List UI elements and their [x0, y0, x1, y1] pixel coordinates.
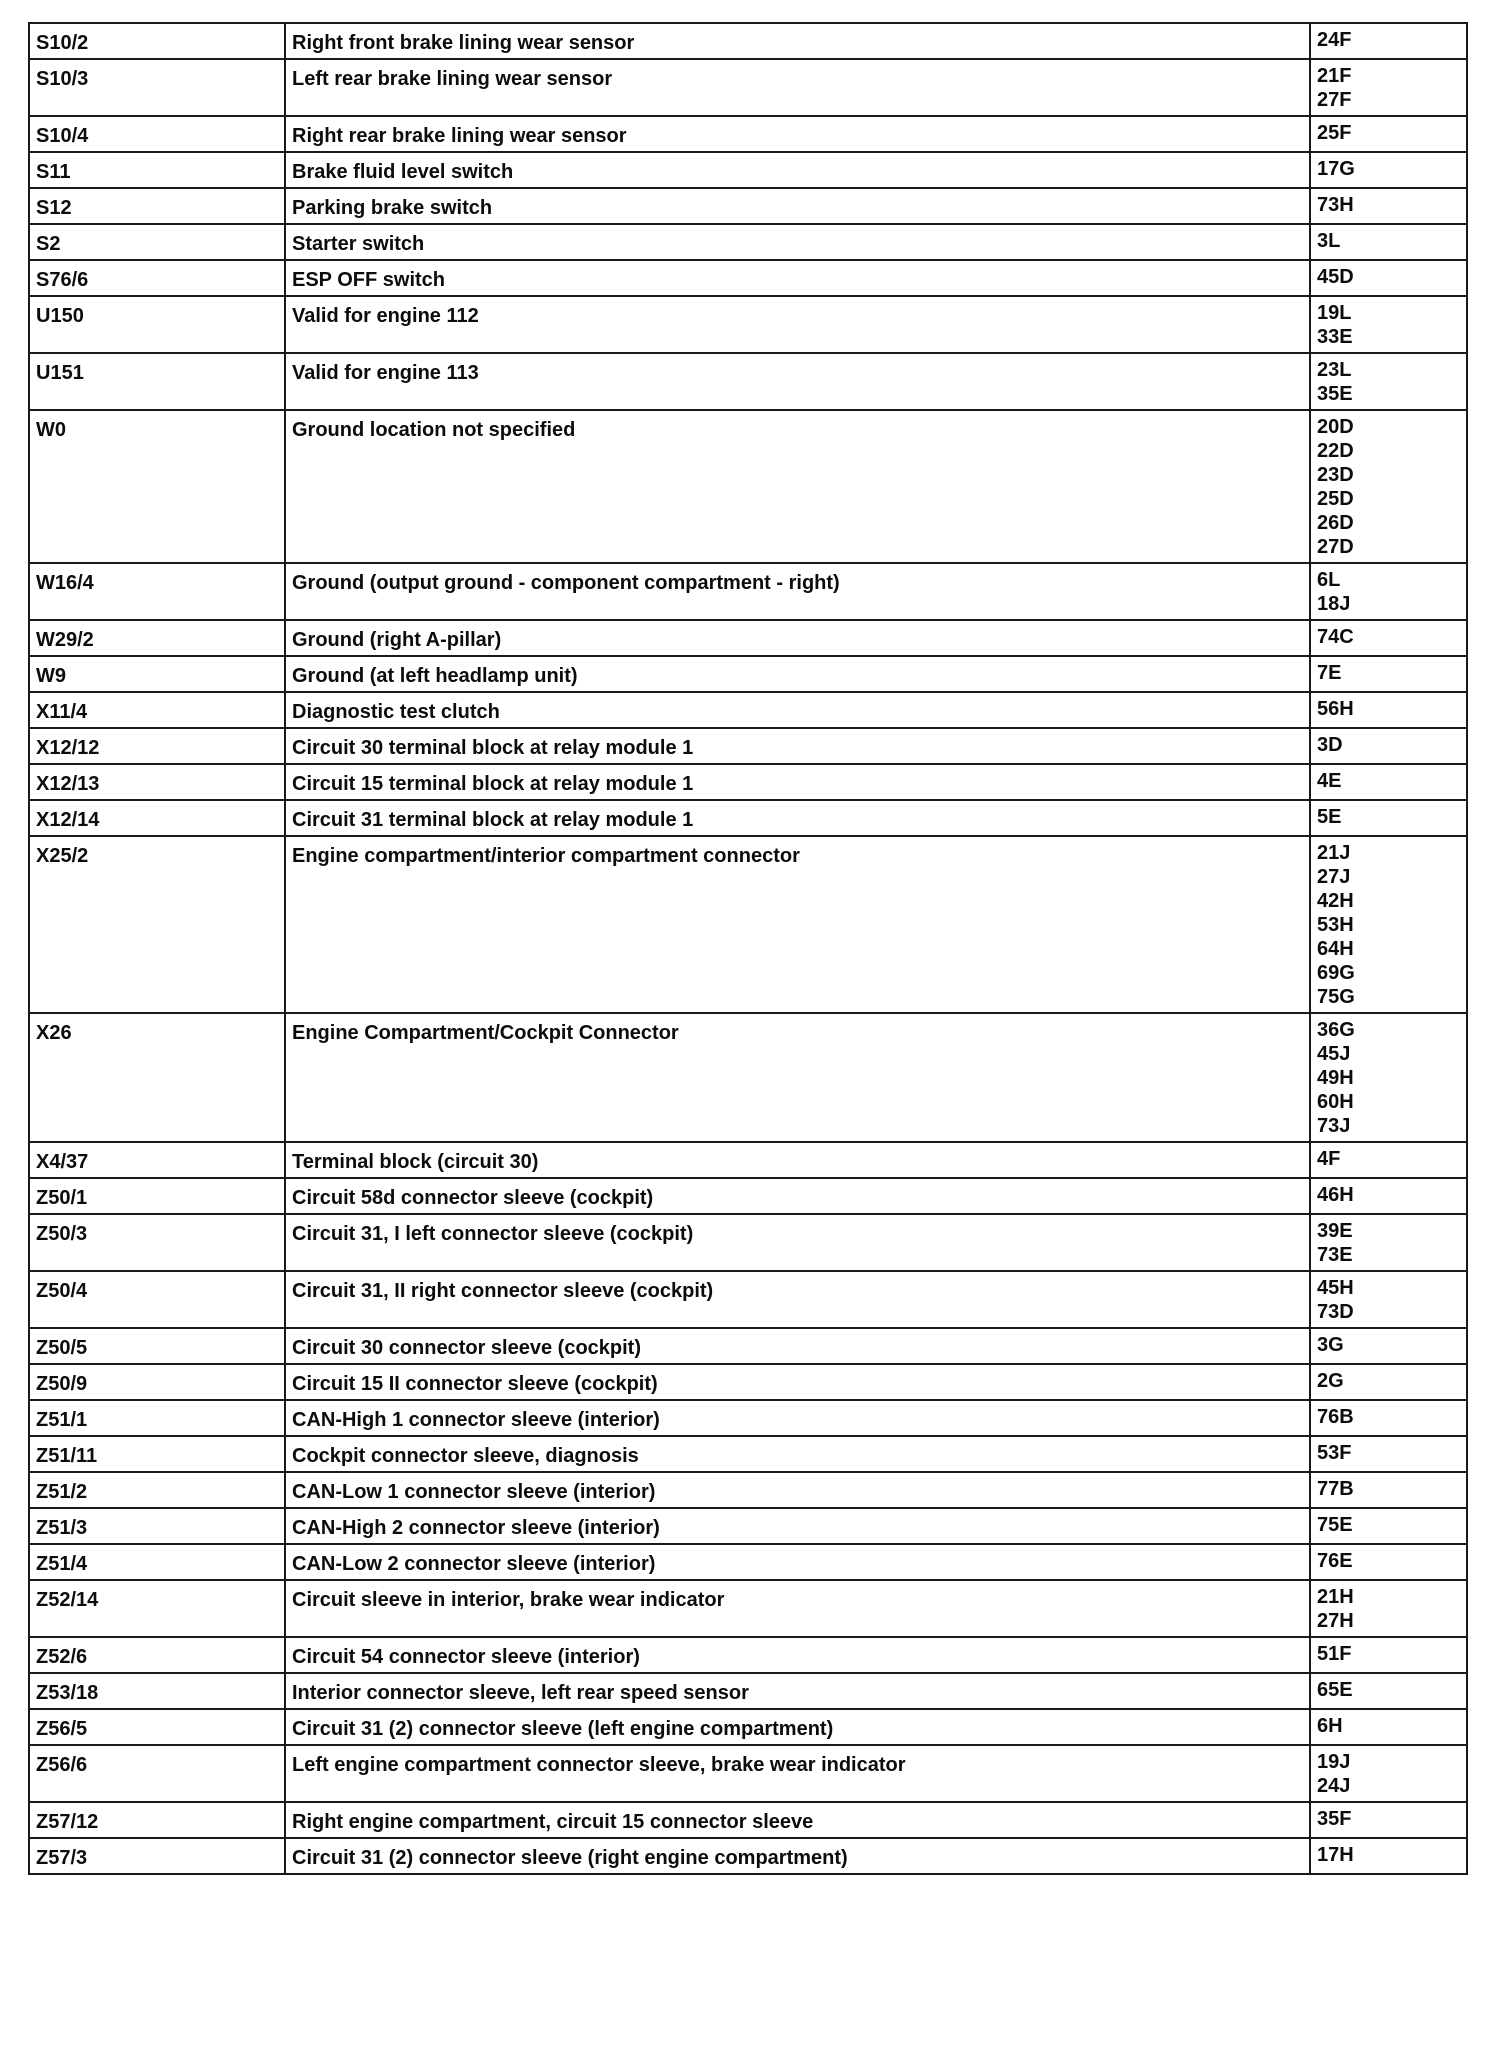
component-code-cell: W29/2: [29, 620, 285, 656]
table-row: [29, 692, 1467, 728]
grid-location: 27F: [1317, 89, 1352, 111]
table-row: [29, 23, 1467, 59]
grid-location-cell: [1310, 1271, 1467, 1328]
grid-location-cell: [1310, 224, 1467, 260]
grid-location: 2G: [1317, 1370, 1344, 1392]
grid-location-cell: [1310, 1328, 1467, 1364]
grid-location: 21J: [1317, 842, 1351, 864]
grid-location-cell: [1310, 116, 1467, 152]
grid-location: 19J: [1317, 1751, 1351, 1773]
grid-location-cell: [1310, 1802, 1467, 1838]
component-description-cell: CAN-High 2 connector sleeve (interior): [285, 1508, 1310, 1544]
table-row: [29, 152, 1467, 188]
table-row: [29, 1364, 1467, 1400]
table-row: [29, 188, 1467, 224]
component-code-cell: Z50/4: [29, 1271, 285, 1328]
table-row: [29, 1271, 1467, 1328]
grid-location: 60H: [1317, 1091, 1354, 1113]
grid-location: 5E: [1317, 806, 1342, 828]
table-row: [29, 1013, 1467, 1142]
component-description-cell: Engine Compartment/Cockpit Connector: [285, 1013, 1310, 1142]
component-code-cell: Z51/4: [29, 1544, 285, 1580]
component-code-cell: Z50/9: [29, 1364, 285, 1400]
table-row: [29, 1745, 1467, 1802]
grid-location-cell: [1310, 728, 1467, 764]
component-code-cell: Z52/6: [29, 1637, 285, 1673]
grid-location: 25D: [1317, 488, 1354, 510]
table-row: [29, 1709, 1467, 1745]
component-description-cell: CAN-High 1 connector sleeve (interior): [285, 1400, 1310, 1436]
grid-location: 6H: [1317, 1715, 1343, 1737]
grid-location: 24J: [1317, 1775, 1351, 1797]
grid-location: 36G: [1317, 1019, 1355, 1041]
grid-location-cell: [1310, 764, 1467, 800]
component-code-cell: W9: [29, 656, 285, 692]
table-row: [29, 728, 1467, 764]
component-description-cell: Circuit 31 terminal block at relay module 1: [285, 800, 1310, 836]
component-description-cell: Circuit 31, II right connector sleeve (cockpit): [285, 1271, 1310, 1328]
grid-location: 17H: [1317, 1844, 1354, 1866]
component-description-cell: Valid for engine 113: [285, 353, 1310, 410]
component-code-cell: S10/4: [29, 116, 285, 152]
table-row: [29, 1214, 1467, 1271]
grid-location: 77B: [1317, 1478, 1354, 1500]
grid-location-cell: [1310, 1142, 1467, 1178]
table-row: [29, 1142, 1467, 1178]
component-code-cell: S11: [29, 152, 285, 188]
grid-location: 35F: [1317, 1808, 1352, 1830]
component-description-cell: Interior connector sleeve, left rear speed sensor: [285, 1673, 1310, 1709]
grid-location: 27H: [1317, 1610, 1354, 1632]
grid-location-cell: [1310, 1436, 1467, 1472]
component-code-cell: Z56/5: [29, 1709, 285, 1745]
component-code-cell: X25/2: [29, 836, 285, 1013]
grid-location: 65E: [1317, 1679, 1353, 1701]
grid-location: 45H: [1317, 1277, 1354, 1299]
table-row: [29, 836, 1467, 1013]
component-description-cell: Circuit 30 connector sleeve (cockpit): [285, 1328, 1310, 1364]
table-row: [29, 1580, 1467, 1637]
component-code-cell: X12/12: [29, 728, 285, 764]
component-code-cell: S2: [29, 224, 285, 260]
grid-location: 45D: [1317, 266, 1354, 288]
grid-location-cell: [1310, 1400, 1467, 1436]
component-description-cell: Circuit 58d connector sleeve (cockpit): [285, 1178, 1310, 1214]
grid-location-cell: [1310, 1745, 1467, 1802]
grid-location: 26D: [1317, 512, 1354, 534]
grid-location-cell: [1310, 1214, 1467, 1271]
table-row: [29, 1802, 1467, 1838]
component-description-cell: CAN-Low 2 connector sleeve (interior): [285, 1544, 1310, 1580]
table-row: [29, 1637, 1467, 1673]
grid-location: 53F: [1317, 1442, 1352, 1464]
grid-location: 18J: [1317, 593, 1351, 615]
component-code-cell: U151: [29, 353, 285, 410]
grid-location: 25F: [1317, 122, 1352, 144]
component-code-cell: S76/6: [29, 260, 285, 296]
component-description-cell: Ground location not specified: [285, 410, 1310, 563]
component-code-cell: S10/2: [29, 23, 285, 59]
grid-location: 76B: [1317, 1406, 1354, 1428]
component-description-cell: Cockpit connector sleeve, diagnosis: [285, 1436, 1310, 1472]
grid-location: 3D: [1317, 734, 1343, 756]
table-row: [29, 296, 1467, 353]
grid-location: 74C: [1317, 626, 1354, 648]
grid-location: 64H: [1317, 938, 1354, 960]
table-row: [29, 260, 1467, 296]
component-description-cell: Circuit 54 connector sleeve (interior): [285, 1637, 1310, 1673]
table-row: [29, 1436, 1467, 1472]
grid-location: 4F: [1317, 1148, 1341, 1170]
grid-location-cell: [1310, 620, 1467, 656]
component-description-cell: Ground (at left headlamp unit): [285, 656, 1310, 692]
grid-location: 73H: [1317, 194, 1354, 216]
grid-location: 49H: [1317, 1067, 1354, 1089]
grid-location: 73E: [1317, 1244, 1353, 1266]
component-code-cell: Z56/6: [29, 1745, 285, 1802]
grid-location: 21F: [1317, 65, 1352, 87]
table-row: [29, 353, 1467, 410]
component-description-cell: Circuit 31, I left connector sleeve (cockpit): [285, 1214, 1310, 1271]
table-body: [29, 23, 1467, 1874]
component-code-cell: X26: [29, 1013, 285, 1142]
component-description-cell: Circuit 31 (2) connector sleeve (left engine compartment): [285, 1709, 1310, 1745]
component-code-cell: Z52/14: [29, 1580, 285, 1637]
component-location-table: [28, 22, 1468, 1875]
component-code-cell: U150: [29, 296, 285, 353]
grid-location: 3G: [1317, 1334, 1344, 1356]
grid-location-cell: [1310, 1580, 1467, 1637]
grid-location: 73D: [1317, 1301, 1354, 1323]
component-description-cell: Circuit sleeve in interior, brake wear indicator: [285, 1580, 1310, 1637]
grid-location-cell: [1310, 152, 1467, 188]
component-code-cell: W16/4: [29, 563, 285, 620]
grid-location-cell: [1310, 1709, 1467, 1745]
grid-location-cell: [1310, 1472, 1467, 1508]
table-row: [29, 116, 1467, 152]
table-row: [29, 620, 1467, 656]
component-code-cell: Z51/1: [29, 1400, 285, 1436]
grid-location-cell: [1310, 23, 1467, 59]
component-code-cell: X4/37: [29, 1142, 285, 1178]
component-description-cell: Ground (output ground - component compartment - right): [285, 563, 1310, 620]
component-code-cell: X11/4: [29, 692, 285, 728]
component-code-cell: Z50/3: [29, 1214, 285, 1271]
component-description-cell: Right front brake lining wear sensor: [285, 23, 1310, 59]
component-description-cell: Circuit 31 (2) connector sleeve (right engine compartment): [285, 1838, 1310, 1874]
table-row: [29, 59, 1467, 116]
component-code-cell: S12: [29, 188, 285, 224]
component-code-cell: Z57/3: [29, 1838, 285, 1874]
grid-location-cell: [1310, 188, 1467, 224]
grid-location: 6L: [1317, 569, 1341, 591]
component-code-cell: Z51/3: [29, 1508, 285, 1544]
component-code-cell: X12/13: [29, 764, 285, 800]
grid-location: 75G: [1317, 986, 1355, 1008]
component-description-cell: Circuit 15 terminal block at relay module 1: [285, 764, 1310, 800]
grid-location-cell: [1310, 410, 1467, 563]
component-description-cell: Parking brake switch: [285, 188, 1310, 224]
grid-location: 23L: [1317, 359, 1352, 381]
component-description-cell: Diagnostic test clutch: [285, 692, 1310, 728]
component-description-cell: Left engine compartment connector sleeve, brake wear indicator: [285, 1745, 1310, 1802]
table-row: [29, 563, 1467, 620]
component-code-cell: W0: [29, 410, 285, 563]
table-row: [29, 1544, 1467, 1580]
table-row: [29, 764, 1467, 800]
table-row: [29, 656, 1467, 692]
component-code-cell: Z57/12: [29, 1802, 285, 1838]
grid-location: 7E: [1317, 662, 1342, 684]
grid-location-cell: [1310, 1364, 1467, 1400]
component-description-cell: Ground (right A-pillar): [285, 620, 1310, 656]
grid-location: 42H: [1317, 890, 1354, 912]
component-description-cell: Right rear brake lining wear sensor: [285, 116, 1310, 152]
component-description-cell: Circuit 15 II connector sleeve (cockpit): [285, 1364, 1310, 1400]
component-description-cell: Right engine compartment, circuit 15 connector sleeve: [285, 1802, 1310, 1838]
component-description-cell: CAN-Low 1 connector sleeve (interior): [285, 1472, 1310, 1508]
grid-location-cell: [1310, 1838, 1467, 1874]
grid-location: 22D: [1317, 440, 1354, 462]
component-description-cell: Engine compartment/interior compartment connector: [285, 836, 1310, 1013]
component-description-cell: Valid for engine 112: [285, 296, 1310, 353]
grid-location-cell: [1310, 59, 1467, 116]
component-code-cell: Z51/2: [29, 1472, 285, 1508]
table-row: [29, 1400, 1467, 1436]
grid-location-cell: [1310, 353, 1467, 410]
table-row: [29, 1673, 1467, 1709]
component-description-cell: Left rear brake lining wear sensor: [285, 59, 1310, 116]
grid-location: 17G: [1317, 158, 1355, 180]
grid-location-cell: [1310, 836, 1467, 1013]
grid-location-cell: [1310, 260, 1467, 296]
grid-location-cell: [1310, 1637, 1467, 1673]
table-row: [29, 1178, 1467, 1214]
grid-location-cell: [1310, 1013, 1467, 1142]
grid-location: 27D: [1317, 536, 1354, 558]
grid-location-cell: [1310, 296, 1467, 353]
component-code-cell: Z51/11: [29, 1436, 285, 1472]
table-row: [29, 410, 1467, 563]
grid-location: 3L: [1317, 230, 1341, 252]
grid-location: 39E: [1317, 1220, 1353, 1242]
component-description-cell: ESP OFF switch: [285, 260, 1310, 296]
grid-location: 56H: [1317, 698, 1354, 720]
grid-location: 53H: [1317, 914, 1354, 936]
component-code-cell: Z50/1: [29, 1178, 285, 1214]
grid-location-cell: [1310, 692, 1467, 728]
grid-location-cell: [1310, 800, 1467, 836]
grid-location: 35E: [1317, 383, 1353, 405]
grid-location-cell: [1310, 656, 1467, 692]
grid-location: 27J: [1317, 866, 1351, 888]
grid-location: 23D: [1317, 464, 1354, 486]
grid-location: 33E: [1317, 326, 1353, 348]
grid-location: 76E: [1317, 1550, 1353, 1572]
table-row: [29, 1838, 1467, 1874]
grid-location: 75E: [1317, 1514, 1353, 1536]
component-description-cell: Circuit 30 terminal block at relay module 1: [285, 728, 1310, 764]
table-row: [29, 800, 1467, 836]
component-code-cell: Z53/18: [29, 1673, 285, 1709]
grid-location: 20D: [1317, 416, 1354, 438]
component-description-cell: Starter switch: [285, 224, 1310, 260]
grid-location-cell: [1310, 1178, 1467, 1214]
grid-location: 19L: [1317, 302, 1352, 324]
grid-location-cell: [1310, 1673, 1467, 1709]
grid-location: 73J: [1317, 1115, 1351, 1137]
grid-location: 24F: [1317, 29, 1352, 51]
component-description-cell: Terminal block (circuit 30): [285, 1142, 1310, 1178]
grid-location: 69G: [1317, 962, 1355, 984]
grid-location: 45J: [1317, 1043, 1351, 1065]
grid-location: 46H: [1317, 1184, 1354, 1206]
grid-location: 21H: [1317, 1586, 1354, 1608]
table-row: [29, 1472, 1467, 1508]
grid-location-cell: [1310, 1544, 1467, 1580]
component-code-cell: Z50/5: [29, 1328, 285, 1364]
grid-location-cell: [1310, 563, 1467, 620]
component-code-cell: S10/3: [29, 59, 285, 116]
table-row: [29, 224, 1467, 260]
table-row: [29, 1508, 1467, 1544]
grid-location-cell: [1310, 1508, 1467, 1544]
component-code-cell: X12/14: [29, 800, 285, 836]
component-description-cell: Brake fluid level switch: [285, 152, 1310, 188]
grid-location: 51F: [1317, 1643, 1352, 1665]
table-row: [29, 1328, 1467, 1364]
grid-location: 4E: [1317, 770, 1342, 792]
